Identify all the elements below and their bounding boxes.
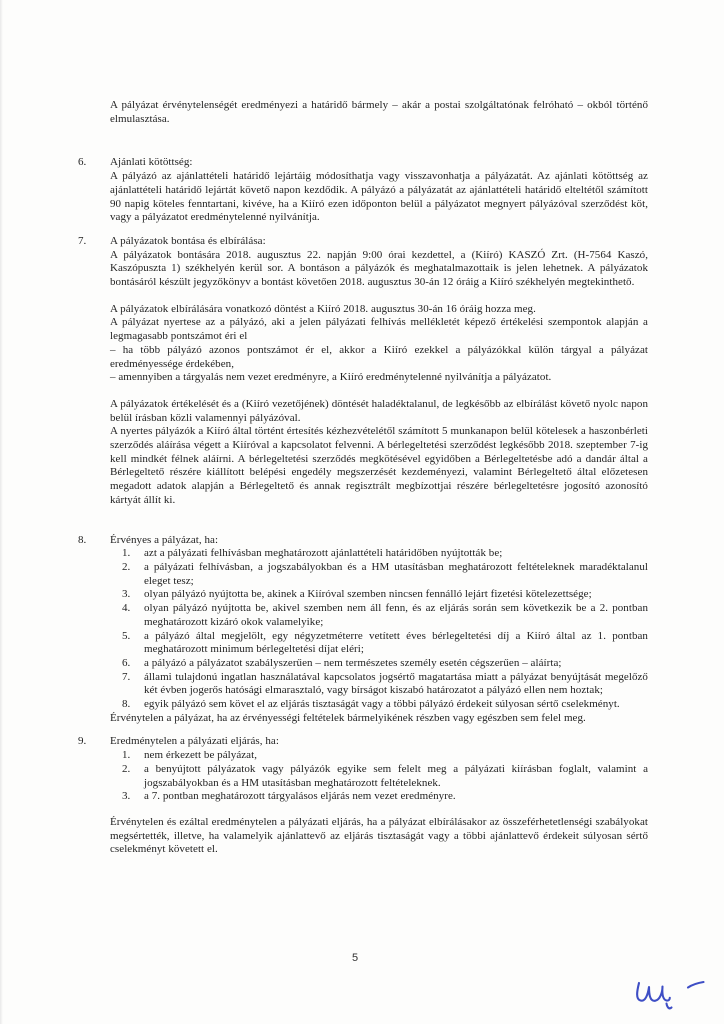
list-item-number: 8. <box>122 698 131 711</box>
scan-edge-shadow <box>0 0 3 1024</box>
list-item <box>122 602 648 629</box>
signature-paraph-icon <box>630 972 718 1020</box>
section-heading: A pályázatok bontása és elbírálása: <box>110 234 266 247</box>
list-item-number: 2. <box>122 560 131 573</box>
list-item-number: 4. <box>122 602 131 615</box>
list-item <box>122 588 648 602</box>
list-item <box>122 749 648 763</box>
list-item-number: 1. <box>122 547 131 560</box>
page-number: 5 <box>351 952 359 964</box>
list-item <box>122 561 648 588</box>
list-item-number: 1. <box>122 749 131 762</box>
section-footer: Érvénytelen a pályázat, ha az érvényességi feltételek bármelyikének részben vagy egészben sem felel meg. <box>110 711 586 724</box>
list-item-text: állami tulajdonú ingatlan használatával kapcsolatos jogsértő magatartása miatt a pályázat benyújtását megelőző két évben jogerős hatósági elmarasztaló, vagy bírságot kiszabó határozatot a pályázó ellen nem hoztak; <box>144 670 648 697</box>
paragraph: A pályázatok bontására 2018. augusztus 22. napján 9:00 órai kezdettel, a (Kiíró) KASZÓ Zrt. (H-7564 Kaszó, Kaszópuszta 1) székhelyén kerül sor. A bontáson a pályázók és meghatalmazottaik is jelen lehetnek. A pályázatok bontásáról készült jegyzőkönyv a bontást követően 2018. augusztus 30-án 12 óráig a Kiíró székhelyén megtekinthető. <box>110 248 648 289</box>
list-item-text: nem érkezett be pályázat, <box>144 749 258 762</box>
paragraph: A pályázatok értékelését és a (Kiíró vezetőjének) döntését haladéktalanul, de legkésőbb az elbírálást követő nyolc napon belül írásban közli valamennyi pályázóval. <box>110 397 648 424</box>
list-item <box>122 790 648 804</box>
list-item <box>122 657 648 671</box>
list-item-text: olyan pályázó nyújtotta be, akinek a Kiíróval szemben nincsen fennálló lejárt fizetési kötelezettsége; <box>144 588 592 601</box>
section-number: 6. <box>78 156 87 169</box>
list-item-number: 5. <box>122 629 131 642</box>
list-item-text: a 7. pontban meghatározott tárgyalásos eljárás nem vezet eredményre. <box>144 790 456 803</box>
paragraph: A pályázó az ajánlattételi határidő lejártáig módosíthatja vagy visszavonhatja a pályázatát. Az ajánlati kötöttség az ajánlattételi határidő lejártát követő napon kezdődik. A pályázó a pályázatát az ajánlattételi határidő elteltétől számított 90 napig köteles fenntartani, kivéve, ha a Kiíró ezen időponton belül a pályázatot megnyert pályázóval szerződést köt, vagy a pályázatot eredménytelenné nyilvánítja. <box>110 170 648 224</box>
list-item-number: 3. <box>122 588 131 601</box>
section-9 <box>78 735 648 857</box>
list-item-number: 7. <box>122 670 131 683</box>
paragraph: – ha több pályázó azonos pontszámot ér el, akkor a Kiíró ezekkel a pályázókkal külön tárgyal a pályázat eredményessége érdekében, <box>110 343 648 370</box>
paragraph: A pályázatok elbírálására vonatkozó döntést a Kiíró 2018. augusztus 30-án 16 óráig hozza meg. <box>110 302 536 315</box>
section-7 <box>78 235 648 508</box>
list-item-text: a benyújtott pályázatok vagy pályázók egyike sem felelt meg a pályázati kiírásban foglalt, valamint a jogszabályokban és a HM utasításban meghatározott feltételeknek. <box>144 762 648 789</box>
section-body <box>110 156 648 225</box>
section-footer: Érvénytelen és ezáltal eredménytelen a pályázati eljárás, ha a pályázat elbírálásakor az összeférhetetlenségi szabályokat megsértették, illetve, ha valamelyik ajánlattevő az eljárás tisztaságát vagy a többi ajánlattevő érdekeit súlyosan sértő cselekményt követett el. <box>110 815 648 856</box>
section-body <box>110 235 648 508</box>
section-body <box>110 534 648 726</box>
section-heading: Ajánlati kötöttség: <box>110 156 193 169</box>
list-item-text: a pályázó által megjelölt, egy négyzetméterre vetített éves bérlegeltetési díj a Kiíró által az 1. pontban meghatározott minimum bérlegeltetési díjat eléri; <box>144 629 648 656</box>
list-item-text: a pályázó a pályázatot szabályszerűen – nem természetes személy esetén cégszerűen – aláírta; <box>144 656 562 669</box>
list-item-number: 6. <box>122 656 131 669</box>
paragraph: A pályázat nyertese az a pályázó, aki a jelen pályázati felhívás mellékletét képező értékelési szempontok alapján a legmagasabb pontszámot éri el <box>110 316 648 343</box>
list-item <box>122 671 648 698</box>
list-item-text: egyik pályázó sem követ el az eljárás tisztaságát vagy a többi pályázó érdekeit súlyosan sértő cselekményt. <box>144 698 620 711</box>
list-item <box>122 763 648 790</box>
section-number: 8. <box>78 533 87 546</box>
list-item-number: 2. <box>122 762 131 775</box>
document-content <box>78 99 648 857</box>
section-heading: Eredménytelen a pályázati eljárás, ha: <box>110 735 279 748</box>
section-8 <box>78 534 648 726</box>
intro-paragraph: A pályázat érvénytelenségét eredményezi a határidő bármely – akár a postai szolgáltatónak felróható – okból történő elmulasztása. <box>110 99 648 125</box>
list-item <box>122 547 648 561</box>
section-heading: Érvényes a pályázat, ha: <box>110 533 219 546</box>
section-number: 7. <box>78 234 87 247</box>
paragraph: – amennyiben a tárgyalás nem vezet eredményre, a Kiíró eredménytelenné nyilvánítja a pályázatot. <box>110 371 552 384</box>
section-body <box>110 735 648 857</box>
paragraph: A nyertes pályázók a Kiíró által történt értesítés kézhezvételétől számított 5 munkanapon belül kötelesek a haszonbérleti szerződés aláírása végett a Kiíróval a kapcsolatot felvenni. A bérlegeltetési szerződést legkésőbb 2018. szeptember 7-ig kell mindkét félnek aláírni. A bérlegeltetési szerződés megkötésével egyidőben a Bérlegeltetésbe adó a dandár által a Bérlegeltető részére kiállított belépési engedély megszerzését kezdeményezi, valamint Bérlegeltető által előzetesen megadott adatok alapján a Bérlegeltető és annak regisztrált megbízottjai részére bérlegeltetésre jogosító azonosító kártyát állít ki. <box>110 425 648 506</box>
section-number: 9. <box>78 735 87 748</box>
list-item-text: olyan pályázó nyújtotta be, akivel szemben nem áll fenn, és az eljárás során sem következik be a 2. pontban meghatározott kizáró okok valamelyike; <box>144 602 648 628</box>
section-6 <box>78 156 648 225</box>
list-item <box>122 698 648 712</box>
list-item <box>122 630 648 657</box>
list-item-number: 3. <box>122 790 131 803</box>
list-item-text: azt a pályázati felhívásban meghatározott ajánlattételi határidőben nyújtották be; <box>144 547 503 560</box>
list-item-text: a pályázati felhívásban, a jogszabályokban és a HM utasításban meghatározott feltételeknek maradéktalanul eleget tesz; <box>144 560 648 587</box>
